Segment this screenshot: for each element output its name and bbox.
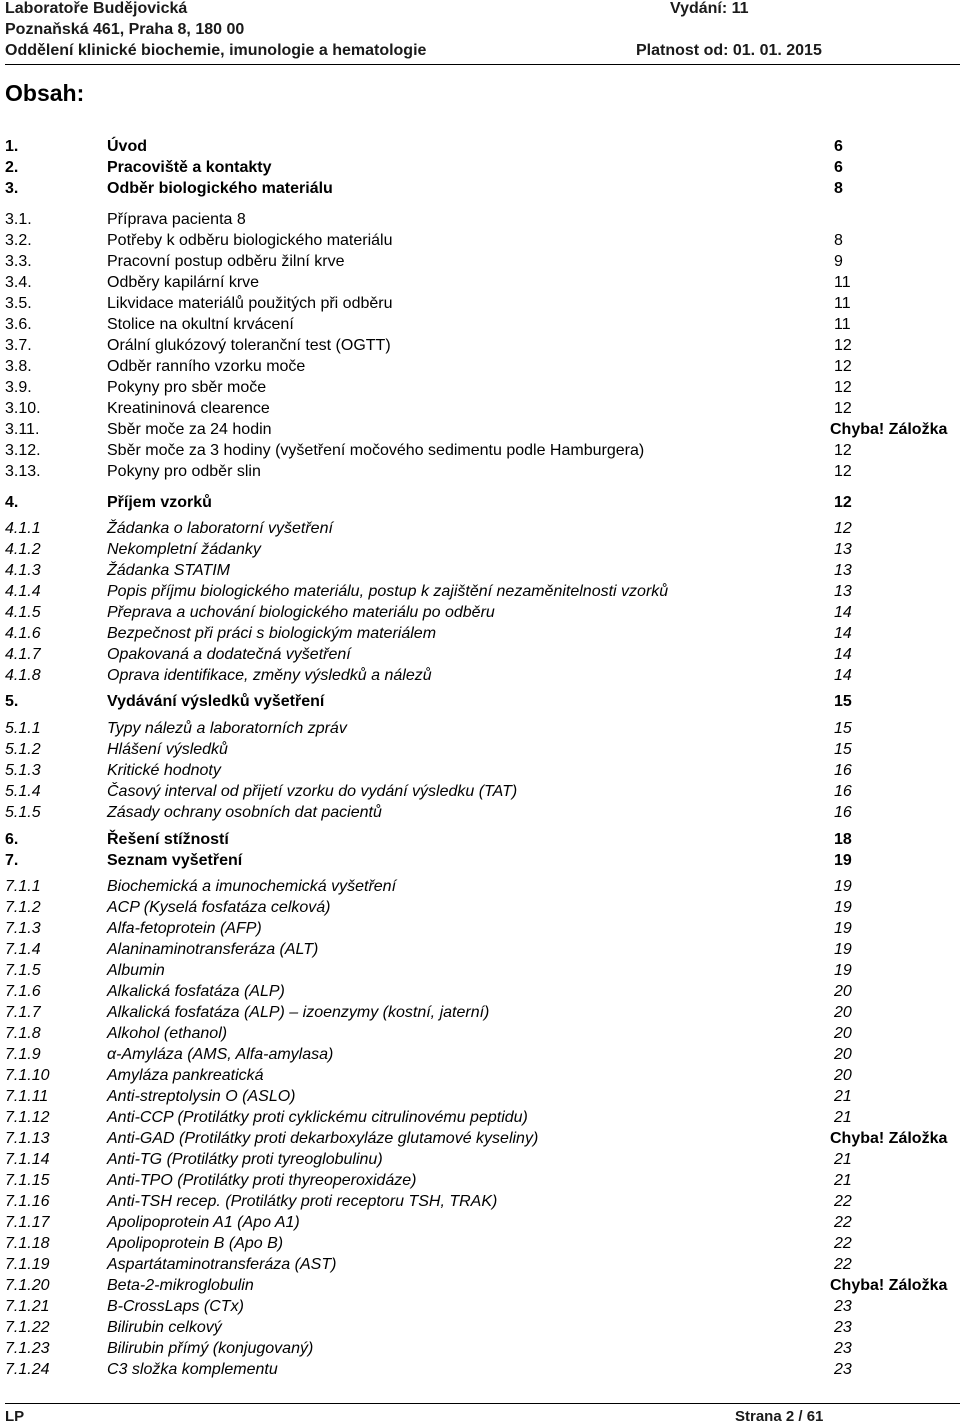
- toc-entry-page: 23: [834, 1361, 852, 1378]
- toc-entry-page: 20: [834, 1025, 852, 1042]
- toc-entry-title[interactable]: Odběry kapilární krve: [107, 274, 260, 291]
- toc-entry-number: 7.1.22: [5, 1319, 50, 1336]
- toc-entry-number: 3.6.: [5, 316, 32, 333]
- toc-entry-page: 19: [834, 920, 852, 937]
- toc-entry-title[interactable]: Orální glukózový toleranční test (OGTT): [107, 337, 391, 354]
- toc-entry-number: 4.1.6: [5, 625, 41, 642]
- toc-entry-number: 7.1.8: [5, 1025, 41, 1042]
- toc-entry-title[interactable]: Bezpečnost při práci s biologickým materiálem: [107, 625, 437, 642]
- toc-entry-title[interactable]: Žádanka o laboratorní vyšetření: [107, 520, 333, 537]
- toc-entry-number: 5.: [5, 693, 19, 710]
- toc-entry-title[interactable]: Odběr ranního vzorku moče: [107, 358, 306, 375]
- toc-entry-number: 6.: [5, 831, 19, 848]
- toc-entry-page: 22: [834, 1193, 852, 1210]
- toc-entry-title[interactable]: Příprava pacienta 8: [107, 211, 246, 228]
- toc-entry-page: 15: [834, 741, 852, 758]
- toc-entry-page: 21: [834, 1151, 852, 1168]
- toc-entry-title[interactable]: Typy nálezů a laboratorních zpráv: [107, 720, 347, 737]
- toc-entry-page: 9: [834, 253, 843, 270]
- toc-entry-page: 15: [834, 693, 852, 710]
- toc-entry-number: 4.1.5: [5, 604, 41, 621]
- toc-entry-title[interactable]: α-Amyláza (AMS, Alfa-amylasa): [107, 1046, 334, 1063]
- toc-entry-page: 13: [834, 562, 852, 579]
- toc-entry-title[interactable]: Kreatininová clearence: [107, 400, 270, 417]
- toc-entry-page: 13: [834, 583, 852, 600]
- toc-entry-number: 3.1.: [5, 211, 32, 228]
- toc-entry-title[interactable]: Pokyny pro odběr slin: [107, 463, 261, 480]
- toc-entry-title[interactable]: Anti-TSH recep. (Protilátky proti receptoru TSH, TRAK): [107, 1193, 498, 1210]
- toc-entry-page: 12: [834, 520, 852, 537]
- toc-entry-title[interactable]: Bilirubin celkový: [107, 1319, 222, 1336]
- toc-entry-title[interactable]: Apolipoprotein A1 (Apo A1): [107, 1214, 300, 1231]
- toc-entry-page: 14: [834, 625, 852, 642]
- toc-entry-title[interactable]: C3 složka komplementu: [107, 1361, 278, 1378]
- toc-entry-number: 7.1.14: [5, 1151, 50, 1168]
- toc-entry-title[interactable]: Opakovaná a dodatečná vyšetření: [107, 646, 351, 663]
- toc-entry-title[interactable]: Alkalická fosfatáza (ALP) – izoenzymy (kostní, jaterní): [107, 1004, 490, 1021]
- toc-entry-page: 15: [834, 720, 852, 737]
- toc-entry-title[interactable]: Amyláza pankreatická: [107, 1067, 264, 1084]
- toc-entry-title[interactable]: Beta-2-mikroglobulin: [107, 1277, 254, 1294]
- toc-entry-page: 20: [834, 983, 852, 1000]
- toc-entry-page: 22: [834, 1214, 852, 1231]
- toc-entry-page: 19: [834, 878, 852, 895]
- toc-entry-number: 7.1.17: [5, 1214, 50, 1231]
- toc-entry-page: Chyba! Záložka: [830, 1277, 948, 1294]
- toc-entry-title[interactable]: Kritické hodnoty: [107, 762, 221, 779]
- toc-entry-title[interactable]: Časový interval od přijetí vzorku do vydání výsledku (TAT): [107, 783, 518, 800]
- toc-entry-number: 3.13.: [5, 463, 41, 480]
- toc-entry-page: 21: [834, 1172, 852, 1189]
- toc-entry-title[interactable]: Alkohol (ethanol): [107, 1025, 228, 1042]
- toc-entry-number: 3.3.: [5, 253, 32, 270]
- toc-entry-page: 12: [834, 463, 852, 480]
- toc-entry-page: 21: [834, 1109, 852, 1126]
- toc-entry-page: 8: [834, 232, 843, 249]
- toc-entry-page: 23: [834, 1319, 852, 1336]
- toc-entry-title[interactable]: Biochemická a imunochemická vyšetření: [107, 878, 397, 895]
- toc-entry-number: 7.1.4: [5, 941, 41, 958]
- toc-entry-page: 11: [834, 274, 851, 291]
- toc-entry-number: 7.1.1: [5, 878, 41, 895]
- toc-entry-title[interactable]: Zásady ochrany osobních dat pacientů: [107, 804, 382, 821]
- toc-entry-title[interactable]: Anti-streptolysin O (ASLO): [107, 1088, 296, 1105]
- toc-entry-number: 7.1.24: [5, 1361, 50, 1378]
- toc-entry-page: 23: [834, 1298, 852, 1315]
- toc-entry-number: 3.11.: [5, 421, 40, 438]
- toc-entry-number: 7.: [5, 852, 19, 869]
- validity-label: Platnost od: 01. 01. 2015: [636, 42, 822, 59]
- lab-address: Poznaňská 461, Praha 8, 180 00: [5, 21, 245, 38]
- page-number: Strana 2 / 61: [735, 1408, 824, 1425]
- toc-entry-title[interactable]: Anti-TPO (Protilátky proti thyreoperoxidáze): [107, 1172, 417, 1189]
- toc-entry-number: 3.10.: [5, 400, 41, 417]
- toc-entry-page: 20: [834, 1067, 852, 1084]
- toc-entry-title[interactable]: Anti-CCP (Protilátky proti cyklickému citrulinovému peptidu): [107, 1109, 528, 1126]
- toc-entry-title[interactable]: Vydávání výsledků vyšetření: [107, 693, 325, 710]
- toc-entry-page: 20: [834, 1046, 852, 1063]
- toc-entry-number: 7.1.13: [5, 1130, 50, 1147]
- toc-entry-number: 7.1.12: [5, 1109, 50, 1126]
- toc-entry-page: 20: [834, 1004, 852, 1021]
- toc-entry-title[interactable]: Odběr biologického materiálu: [107, 180, 333, 197]
- toc-entry-page: 14: [834, 604, 852, 621]
- toc-entry-title[interactable]: Popis příjmu biologického materiálu, postup k zajištění nezaměnitelnosti vzorků: [107, 583, 669, 600]
- toc-entry-number: 3.7.: [5, 337, 32, 354]
- toc-entry-number: 3.8.: [5, 358, 32, 375]
- toc-entry-number: 7.1.6: [5, 983, 41, 1000]
- toc-entry-page: 12: [834, 379, 852, 396]
- toc-entry-title[interactable]: Nekompletní žádanky: [107, 541, 261, 558]
- toc-entry-title[interactable]: Žádanka STATIM: [107, 562, 230, 579]
- toc-entry-number: 3.: [5, 180, 19, 197]
- edition-label: Vydání: 11: [670, 0, 749, 17]
- toc-entry-title[interactable]: Apolipoprotein B (Apo B): [107, 1235, 284, 1252]
- toc-entry-title[interactable]: Pokyny pro sběr moče: [107, 379, 267, 396]
- toc-entry-number: 7.1.2: [5, 899, 41, 916]
- toc-entry-number: 7.1.7: [5, 1004, 41, 1021]
- toc-entry-title[interactable]: Seznam vyšetření: [107, 852, 243, 869]
- toc-entry-title[interactable]: Sběr moče za 24 hodin: [107, 421, 272, 438]
- toc-entry-page: 23: [834, 1340, 852, 1357]
- toc-entry-page: Chyba! Záložka: [830, 1130, 948, 1147]
- toc-entry-number: 5.1.1: [5, 720, 41, 737]
- toc-entry-title[interactable]: Potřeby k odběru biologického materiálu: [107, 232, 393, 249]
- toc-entry-page: 14: [834, 646, 852, 663]
- toc-entry-number: 7.1.10: [5, 1067, 50, 1084]
- toc-entry-number: 7.1.19: [5, 1256, 50, 1273]
- toc-entry-page: 8: [834, 180, 843, 197]
- toc-entry-number: 4.1.3: [5, 562, 41, 579]
- toc-entry-title[interactable]: Aspartátaminotransferáza (AST): [107, 1256, 337, 1273]
- toc-entry-number: 7.1.23: [5, 1340, 50, 1357]
- toc-entry-number: 3.5.: [5, 295, 32, 312]
- toc-entry-page: 11: [834, 295, 851, 312]
- toc-entry-title[interactable]: Pracovní postup odběru žilní krve: [107, 253, 345, 270]
- toc-entry-title[interactable]: Přeprava a uchování biologického materiálu po odběru: [107, 604, 495, 621]
- toc-entry-page: 21: [834, 1088, 852, 1105]
- toc-entry-number: 1.: [5, 138, 19, 155]
- toc-entry-number: 5.1.5: [5, 804, 41, 821]
- toc-entry-title[interactable]: Příjem vzorků: [107, 494, 212, 511]
- toc-entry-number: 7.1.5: [5, 962, 41, 979]
- toc-entry-page: 11: [834, 316, 851, 333]
- toc-entry-number: 7.1.21: [5, 1298, 50, 1315]
- toc-entry-title[interactable]: Likvidace materiálů použitých při odběru: [107, 295, 393, 312]
- toc-entry-title[interactable]: Sběr moče za 3 hodiny (vyšetření močového sedimentu podle Hamburgera): [107, 442, 645, 459]
- toc-entry-number: 7.1.20: [5, 1277, 50, 1294]
- toc-entry-number: 4.1.4: [5, 583, 41, 600]
- toc-entry-page: 19: [834, 962, 852, 979]
- toc-entry-number: 7.1.18: [5, 1235, 50, 1252]
- toc-title: Obsah:: [5, 80, 85, 106]
- toc-entry-number: 7.1.3: [5, 920, 41, 937]
- toc-entry-page: 12: [834, 442, 852, 459]
- toc-entry-page: 13: [834, 541, 852, 558]
- toc-entry-page: 12: [834, 358, 852, 375]
- toc-entry-number: 5.1.4: [5, 783, 41, 800]
- toc-entry-number: 7.1.9: [5, 1046, 41, 1063]
- toc-entry-title[interactable]: Alaninaminotransferáza (ALT): [107, 941, 319, 958]
- toc-entry-page: 22: [834, 1256, 852, 1273]
- toc-entry-title[interactable]: Stolice na okultní krvácení: [107, 316, 294, 333]
- toc-entry-page: 18: [834, 831, 852, 848]
- toc-entry-page: 14: [834, 667, 852, 684]
- toc-entry-number: 4.: [5, 494, 19, 511]
- toc-entry-title[interactable]: Úvod: [107, 138, 147, 155]
- toc-entry-number: 5.1.3: [5, 762, 41, 779]
- toc-entry-page: 19: [834, 899, 852, 916]
- toc-entry-page: 12: [834, 400, 852, 417]
- toc-entry-title[interactable]: Řešení stížností: [107, 831, 229, 848]
- department-name: Oddělení klinické biochemie, imunologie a hematologie: [5, 42, 427, 59]
- toc-entry-title[interactable]: ACP (Kyselá fosfatáza celková): [107, 899, 331, 916]
- toc-entry-number: 4.1.7: [5, 646, 41, 663]
- toc-entry-title[interactable]: Oprava identifikace, změny výsledků a nálezů: [107, 667, 432, 684]
- toc-entry-page: Chyba! Záložka: [830, 421, 948, 438]
- toc-entry-number: 3.4.: [5, 274, 32, 291]
- toc-entry-title[interactable]: Anti-TG (Protilátky proti tyreoglobulinu): [107, 1151, 383, 1168]
- toc-entry-number: 5.1.2: [5, 741, 41, 758]
- footer-divider: [5, 1403, 960, 1404]
- toc-entry-title[interactable]: Alkalická fosfatáza (ALP): [107, 983, 285, 1000]
- toc-entry-number: 4.1.2: [5, 541, 41, 558]
- toc-entry-number: 2.: [5, 159, 19, 176]
- toc-entry-page: 12: [834, 337, 852, 354]
- toc-entry-title[interactable]: Bilirubin přímý (konjugovaný): [107, 1340, 314, 1357]
- toc-entry-title[interactable]: Alfa-fetoprotein (AFP): [107, 920, 262, 937]
- toc-entry-page: 12: [834, 494, 852, 511]
- toc-entry-number: 7.1.16: [5, 1193, 50, 1210]
- toc-entry-number: 4.1.8: [5, 667, 41, 684]
- toc-entry-number: 4.1.1: [5, 520, 41, 537]
- toc-entry-page: 19: [834, 941, 852, 958]
- toc-entry-page: 6: [834, 138, 843, 155]
- toc-entry-number: 3.12.: [5, 442, 41, 459]
- toc-entry-title[interactable]: B-CrossLaps (CTx): [107, 1298, 244, 1315]
- toc-entry-number: 7.1.11: [5, 1088, 49, 1105]
- toc-entry-page: 22: [834, 1235, 852, 1252]
- toc-entry-page: 16: [834, 804, 852, 821]
- toc-entry-page: 19: [834, 852, 852, 869]
- lab-name: Laboratoře Budějovická: [5, 0, 188, 17]
- footer-left: LP: [5, 1408, 25, 1425]
- toc-entry-page: 16: [834, 783, 852, 800]
- toc-entry-title[interactable]: Anti-GAD (Protilátky proti dekarboxyláze glutamové kyseliny): [107, 1130, 539, 1147]
- toc-entry-title[interactable]: Albumin: [107, 962, 165, 979]
- toc-entry-page: 16: [834, 762, 852, 779]
- toc-entry-title[interactable]: Pracoviště a kontakty: [107, 159, 272, 176]
- toc-entry-title[interactable]: Hlášení výsledků: [107, 741, 228, 758]
- toc-entry-number: 3.2.: [5, 232, 32, 249]
- toc-entry-number: 7.1.15: [5, 1172, 50, 1189]
- toc-entry-number: 3.9.: [5, 379, 32, 396]
- header-divider: [5, 64, 960, 65]
- toc-entry-page: 6: [834, 159, 843, 176]
